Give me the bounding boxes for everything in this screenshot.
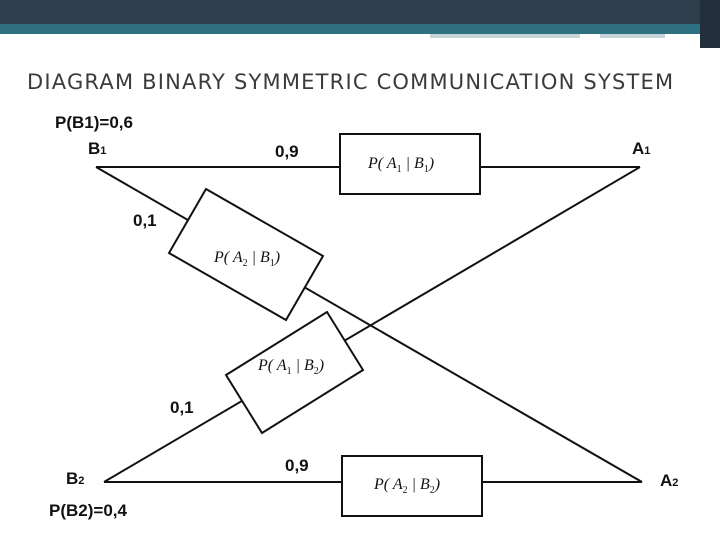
prob-b2-a2: 0,9 xyxy=(285,456,309,475)
formula-a2-b2: P( $A_2$ | $B_2$) xyxy=(374,476,441,496)
prob-b1-a1: 0,9 xyxy=(275,142,299,161)
formula-a1-b1: P( $A_1$ | $B_1$) xyxy=(368,155,435,175)
prob-b2-a1: 0,1 xyxy=(170,398,194,417)
prior-b1: P(B1)=0,6 xyxy=(55,113,133,132)
formula-a1-b2: P( $A_1$ | $B_2$) xyxy=(258,357,325,377)
node-b2: B2 xyxy=(66,469,85,488)
prob-b1-a2: 0,1 xyxy=(133,211,157,230)
node-a1: A1 xyxy=(632,139,651,158)
node-a2: A2 xyxy=(660,471,679,490)
node-b1: B1 xyxy=(88,139,107,158)
formula-a2-b1: P( $A_2$ | $B_1$) xyxy=(214,249,281,269)
slide-title: DIAGRAM BINARY SYMMETRIC COMMUNICATION SYSTEM xyxy=(27,70,675,94)
prior-b2: P(B2)=0,4 xyxy=(49,501,127,520)
box-a2-given-b1 xyxy=(169,189,323,320)
